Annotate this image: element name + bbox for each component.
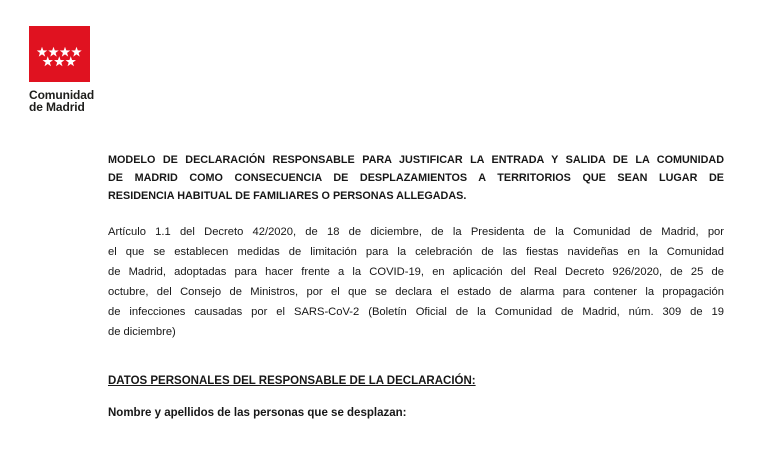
intro-line: Artículo 1.1 del Decreto 42/2020, de 18 de diciembre, de la Presidenta de la Comunidad de Madrid, por <box>108 226 724 238</box>
title-line: DE MADRID COMO CONSECUENCIA DE DESPLAZAMIENTOS A TERRITORIOS QUE SEAN LUGAR DE <box>108 172 724 184</box>
field-label-nombre-apellidos: Nombre y apellidos de las personas que se desplazan: <box>108 407 407 419</box>
intro-line: el que se establecen medidas de limitación para la celebración de las fiestas navideñas en la Comunidad <box>108 246 724 258</box>
logo-wordmark-line: Comunidad <box>29 88 95 102</box>
intro-paragraph <box>108 222 724 342</box>
intro-line: de infecciones causadas por el SARS-CoV-2 (Boletín Oficial de la Comunidad de Madrid, núm. 309 de 19 <box>108 306 724 318</box>
intro-line: de Madrid, adoptadas para hacer frente a la COVID-19, en aplicación del Real Decreto 926/2020, de 25 de <box>108 266 724 278</box>
logo-wordmark <box>29 88 95 114</box>
section-heading-datos-personales: DATOS PERSONALES DEL RESPONSABLE DE LA DECLARACIÓN: <box>108 375 476 387</box>
intro-line: octubre, del Consejo de Ministros, por el que se declara el estado de alarma para contener la propagación <box>108 286 724 298</box>
madrid-flag <box>29 26 90 82</box>
document-title <box>108 151 724 205</box>
comunidad-madrid-logo <box>29 26 95 114</box>
title-line: RESIDENCIA HABITUAL DE FAMILIARES O PERSONAS ALLEGADAS. <box>108 190 467 202</box>
seven-stars-icon <box>36 26 83 69</box>
intro-line: de diciembre) <box>108 326 176 338</box>
logo-wordmark-line: de Madrid <box>29 99 85 114</box>
title-line: MODELO DE DECLARACIÓN RESPONSABLE PARA JUSTIFICAR LA ENTRADA Y SALIDA DE LA COMUNIDAD <box>108 154 724 166</box>
